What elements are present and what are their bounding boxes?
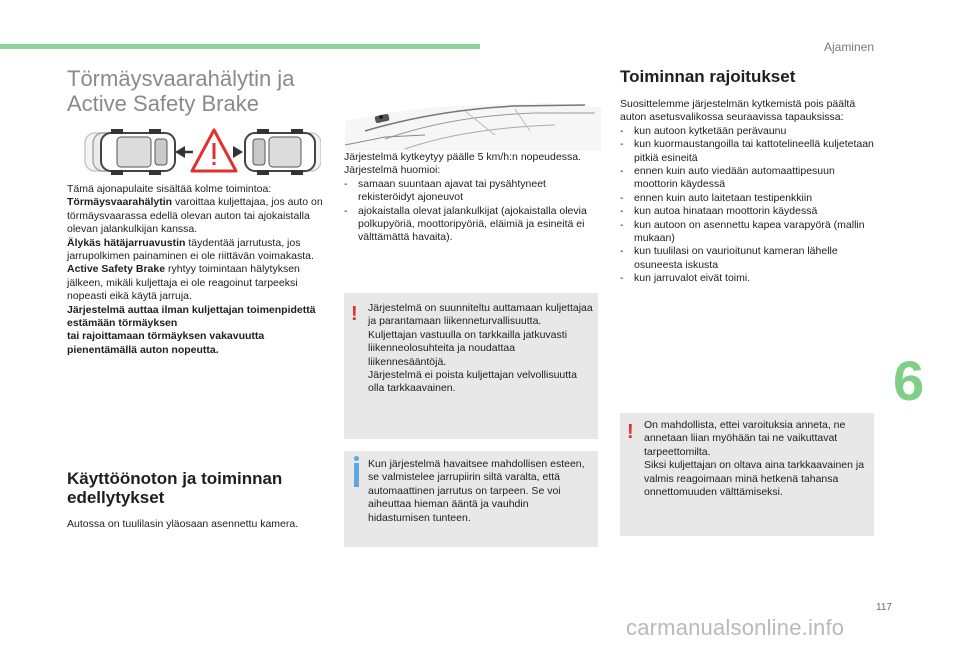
- watermark: carmanualsonline.info: [626, 615, 845, 640]
- list-item: - samaan suuntaan ajavat tai pysähtyneet rekisteröidyt ajoneuvot: [344, 178, 598, 205]
- list-item: - kun tuulilasi on vaurioitunut kameran lähelle osuneesta iskusta: [620, 245, 876, 272]
- warning-triangle-icon: [192, 130, 236, 171]
- list-item: - ajokaistalla olevat jalankulkijat (ajokaistalla olevia polkupyöriä, moottoripyöriä, eläimiä ja esineitä ei välttämättä havaita).: [344, 205, 598, 245]
- page-title-line1: Törmäysvaarahälytin ja: [67, 66, 295, 91]
- warning-box-text: [644, 419, 870, 499]
- intro-p3-term: Active Safety Brake: [67, 263, 166, 276]
- page-title: [67, 66, 294, 116]
- limits-list: [620, 125, 876, 286]
- warning-box-text: [368, 302, 594, 396]
- intro-p2-term: Älykäs hätäjarruavustin: [67, 236, 186, 249]
- info-box-brake-preparation: [344, 451, 598, 547]
- intro-p1-rest: varoittaa kuljettajaa, jos auto on törmäysvaarassa edellä olevan auton tai ajokaistalla olevan jalankulkijan kanssa.: [67, 196, 323, 236]
- chapter-number: 6: [893, 349, 925, 412]
- warning2-p1: On mahdollista, ettei varoituksia anneta, ne annetaan liian myöhään tai ne vaikuttavat tarpeettomilta.: [644, 419, 846, 458]
- activation-list: [344, 178, 598, 245]
- distance-arrow-right: [233, 146, 243, 158]
- activation-text: [344, 151, 598, 245]
- intro-p3: [67, 263, 325, 303]
- intro-p4-part1: Järjestelmä auttaa ilman kuljettajan toimenpidettä estämään törmäyksen: [67, 303, 316, 330]
- camera-text: Autossa on tuulilasin yläosaan asennettu kamera.: [67, 518, 299, 530]
- top-accent-bar: [0, 44, 480, 49]
- subsection-title-line1: Käyttöönoton ja toiminnan: [67, 469, 283, 488]
- subsection-title-line2: edellytykset: [67, 488, 165, 507]
- intro-p2: [67, 237, 325, 264]
- front-car-icon: [245, 129, 321, 175]
- intro-p3-rest: ryhtyy toimintaan hälytyksen jälkeen, mikäli kuljettaja ei ole reagoinut tarpeeksi nopeasti eikä käytä jarruja.: [67, 263, 300, 303]
- list-item: - kun autoa hinataan moottorin käydessä: [620, 205, 876, 218]
- intro-text: [67, 183, 325, 357]
- collision-warning-diagram: [77, 127, 321, 177]
- list-item: - kun jarruvalot eivät toimi.: [620, 272, 876, 285]
- limits-title: Toiminnan rajoitukset: [620, 67, 796, 86]
- activation-detects-label: Järjestelmä huomioi:: [344, 164, 441, 177]
- activation-speed: Järjestelmä kytkeytyy päälle 5 km/h:n nopeudessa.: [344, 151, 581, 163]
- warning-exclamation-icon: !: [627, 421, 634, 443]
- windshield-camera-illustration: [345, 101, 601, 151]
- intro-p4: [67, 304, 325, 358]
- page-number: 117: [876, 602, 892, 613]
- distance-arrow-left: [175, 146, 193, 158]
- list-item: - kun autoon on asennettu kapea varapyörä (mallin mukaan): [620, 219, 876, 246]
- page-title-line2: Active Safety Brake: [67, 91, 259, 116]
- intro-p2-rest: täydentää jarrutusta, jos jarrupolkimen painaminen ei ole riittävän voimakasta.: [67, 236, 314, 263]
- warning2-p2: Siksi kuljettajan on oltava aina tarkkaavainen ja valmis reagoimaan minä hetkenä tahansa onnettomuuden välttämiseksi.: [644, 459, 865, 499]
- rear-car-icon: [85, 129, 175, 175]
- info-icon: [354, 463, 359, 487]
- warning1-p1: Järjestelmä on suunniteltu auttamaan kuljettajaa ja parantamaan liikenneturvallisuutta.: [368, 302, 593, 328]
- intro-p4-part2: tai rajoittamaan törmäyksen vakavuutta pienentämällä auton nopeutta.: [67, 330, 265, 356]
- limits-text: [620, 98, 876, 286]
- intro-p1: [67, 183, 325, 237]
- limits-intro: Suosittelemme järjestelmän kytkemistä pois päältä auton asetusvalikossa seuraavissa tapauksissa:: [620, 98, 856, 124]
- section-label: Ajaminen: [823, 40, 874, 54]
- warning-box-driver-responsibility: [344, 293, 598, 439]
- subsection-title: [67, 469, 327, 507]
- list-item: - ennen kuin auto viedään automaattipesuun moottorin käydessä: [620, 165, 876, 192]
- intro-p1-term: Törmäysvaarahälytin: [67, 196, 173, 209]
- warning1-p2: Kuljettajan vastuulla on tarkkailla jatkuvasti liikenneolosuhteita ja noudattaa liikennesääntöjä.: [368, 328, 568, 368]
- intro-p1-lead: Tämä ajonapulaite sisältää kolme toimintoa:: [67, 183, 272, 195]
- list-item: - ennen kuin auto laitetaan testipenkkiin: [620, 192, 876, 205]
- warning-exclamation-icon: !: [351, 303, 358, 325]
- warning1-p3: Järjestelmä ei poista kuljettajan velvollisuutta olla tarkkaavainen.: [368, 369, 577, 395]
- warning-box-late-alerts: [620, 413, 874, 536]
- info-box-text: Kun järjestelmä havaitsee mahdollisen esteen, se valmistelee jarrupiirin siltä varalta, että automaattinen jarrutus on tarpeen. Se voi aiheuttaa hieman ääntä ja vauhdin hidastumisen tunteen.: [368, 458, 585, 524]
- list-item: - kun autoon kytketään perävaunu: [620, 125, 876, 138]
- list-item: - kun kuormaustangoilla tai kattotelineellä kuljetetaan pitkiä esineitä: [620, 138, 876, 165]
